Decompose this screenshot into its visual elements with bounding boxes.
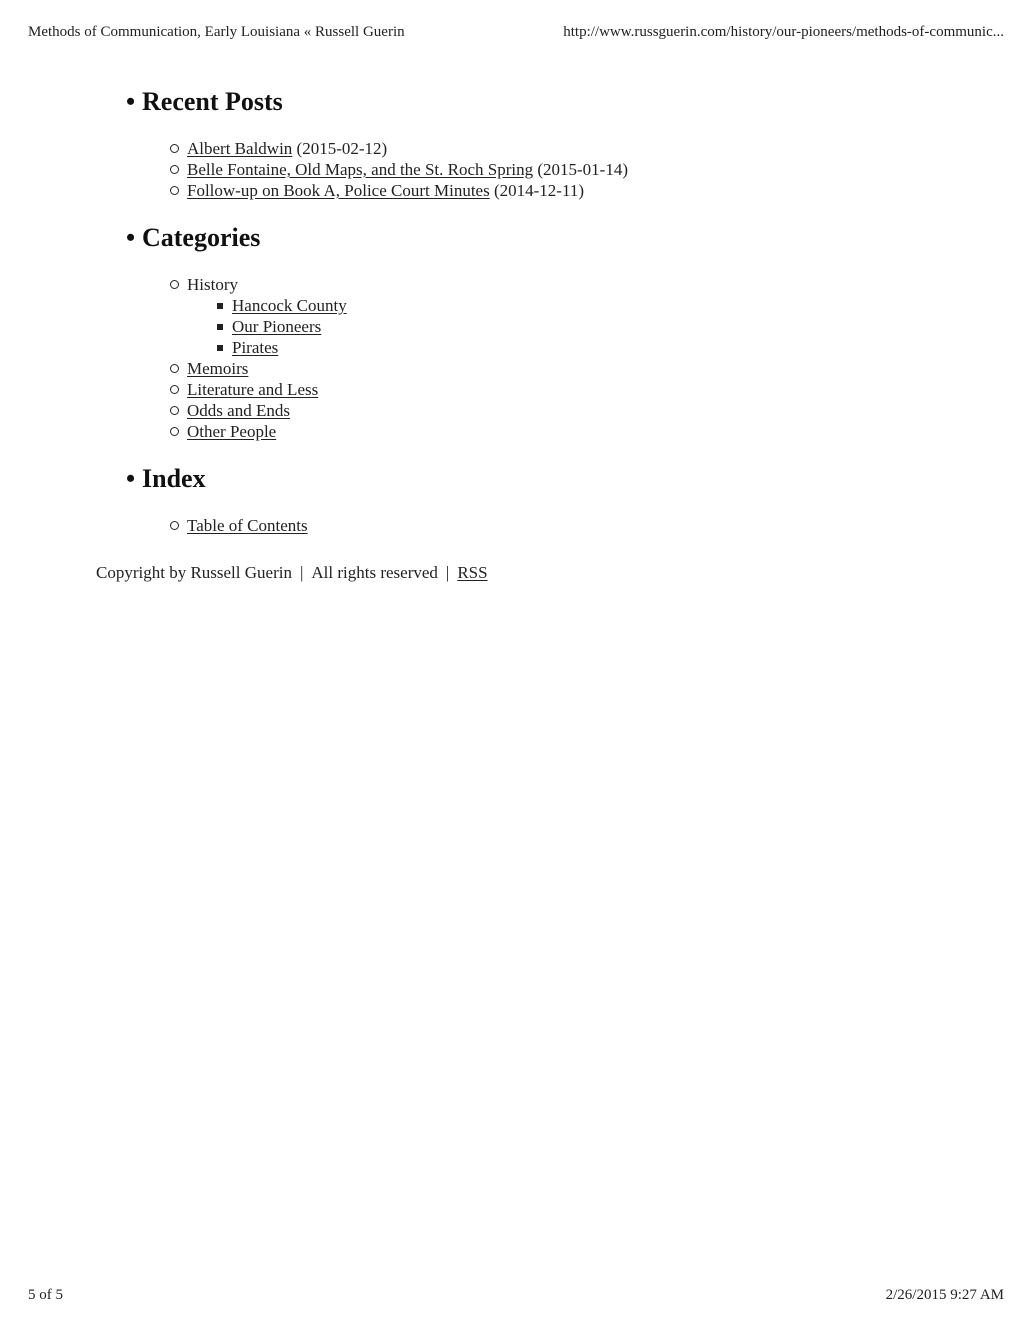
bullet-icon: • <box>126 223 136 252</box>
recent-post-date: (2015-02-12) <box>296 139 388 158</box>
index-list <box>124 515 944 536</box>
print-page-title: Methods of Communication, Early Louisiana « Russell Guerin <box>28 24 405 40</box>
index-widget <box>124 461 944 536</box>
circle-bullet-icon <box>170 364 179 373</box>
recent-post-link[interactable]: Belle Fontaine, Old Maps, and the St. Roch Spring <box>187 160 534 179</box>
index-heading <box>124 461 944 497</box>
copyright-text: Copyright by Russell Guerin <box>96 563 292 582</box>
rss-link[interactable]: RSS <box>457 563 488 582</box>
square-bullet-icon <box>217 324 223 330</box>
circle-bullet-icon <box>170 427 179 436</box>
circle-bullet-icon <box>170 521 179 530</box>
circle-bullet-icon <box>170 144 179 153</box>
subcategory-item <box>187 337 944 358</box>
history-subcategories <box>124 295 944 358</box>
sidebar-widgets <box>124 84 944 536</box>
recent-posts-title: Recent Posts <box>142 87 283 116</box>
circle-bullet-icon <box>170 280 179 289</box>
square-bullet-icon <box>217 345 223 351</box>
print-datetime: 2/26/2015 9:27 AM <box>885 1287 1004 1303</box>
index-title: Index <box>142 464 206 493</box>
category-link-literature[interactable]: Literature and Less <box>187 380 319 399</box>
recent-posts-widget <box>124 84 944 201</box>
recent-post-item <box>124 180 944 201</box>
subcategory-item <box>187 295 944 316</box>
categories-title: Categories <box>142 223 261 252</box>
categories-widget <box>124 220 944 442</box>
square-bullet-icon <box>217 303 223 309</box>
recent-posts-heading <box>124 84 944 120</box>
subcategory-link-hancock-county[interactable]: Hancock County <box>232 296 347 315</box>
subcategory-link-pirates[interactable]: Pirates <box>232 338 279 357</box>
print-page-url: http://www.russguerin.com/history/our-pioneers/methods-of-communic... <box>563 24 1004 40</box>
table-of-contents-link[interactable]: Table of Contents <box>187 516 308 535</box>
subcategory-link-our-pioneers[interactable]: Our Pioneers <box>232 317 322 336</box>
category-link-other-people[interactable]: Other People <box>187 422 277 441</box>
subcategory-item <box>187 316 944 337</box>
category-item <box>124 421 944 442</box>
site-footer <box>96 563 488 583</box>
category-item <box>124 400 944 421</box>
categories-list <box>124 274 944 442</box>
category-item <box>124 379 944 400</box>
circle-bullet-icon <box>170 186 179 195</box>
category-link-odds-and-ends[interactable]: Odds and Ends <box>187 401 290 420</box>
bullet-icon: • <box>126 464 136 493</box>
category-link-memoirs[interactable]: Memoirs <box>187 359 249 378</box>
footer-separator: | <box>299 563 304 582</box>
recent-post-item <box>124 138 944 159</box>
page-number: 5 of 5 <box>28 1287 63 1303</box>
category-history-label: History <box>187 275 238 294</box>
circle-bullet-icon <box>170 165 179 174</box>
rights-text: All rights reserved <box>311 563 438 582</box>
bullet-icon: • <box>126 87 136 116</box>
recent-post-link[interactable]: Follow-up on Book A, Police Court Minutes <box>187 181 490 200</box>
recent-post-date: (2015-01-14) <box>537 160 629 179</box>
recent-post-link[interactable]: Albert Baldwin <box>187 139 293 158</box>
index-item <box>124 515 944 536</box>
category-item <box>124 358 944 379</box>
category-item-history <box>124 274 944 358</box>
recent-post-item <box>124 159 944 180</box>
categories-heading <box>124 220 944 256</box>
recent-post-date: (2014-12-11) <box>493 181 584 200</box>
footer-separator: | <box>445 563 450 582</box>
circle-bullet-icon <box>170 385 179 394</box>
recent-posts-list <box>124 138 944 201</box>
circle-bullet-icon <box>170 406 179 415</box>
